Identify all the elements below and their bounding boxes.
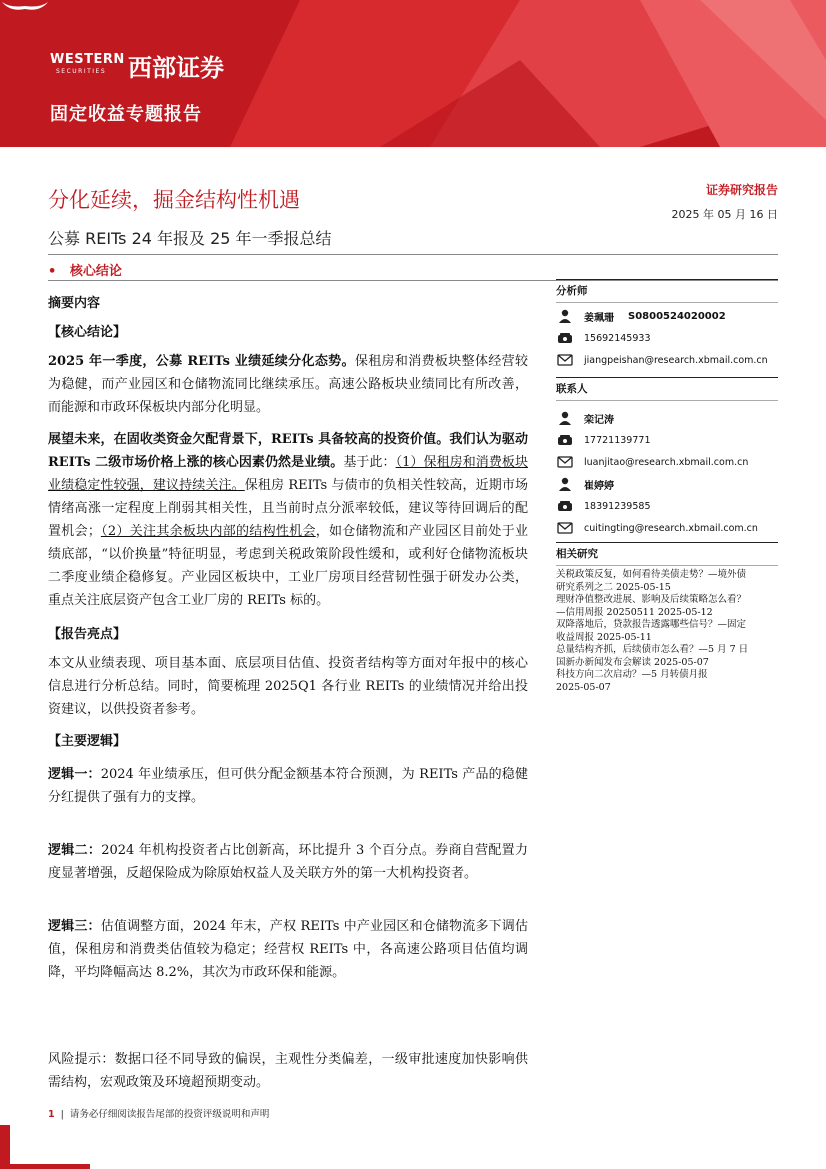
contact-heading: 联系人 (556, 377, 778, 401)
corner-decoration (0, 1125, 10, 1169)
footer-separator: | (60, 1109, 70, 1120)
research-item-line[interactable]: 总量结构齐抓，后续债市怎么看？—5 月 7 日 (556, 644, 749, 655)
person-icon (556, 411, 574, 425)
contact2-name-row: 崔婷婷 (556, 473, 778, 495)
phone-icon (556, 331, 574, 345)
logo-bull-icon (0, 0, 50, 14)
paragraph-outlook: 展望未来，在固收类资金欠配背景下，REITs 具备较高的投资价值。我们认为驱动 REITs 二级市场价格上涨的核心因素仍然是业绩。基于此：（1）保租房和消费板块业绩稳定性较强，建议持续关注。保租房 REITs 与债市的负相关性较高，近期市场情绪高涨一定程度上削弱其相关性，且当前时点分派率较低，建议等待回调后的配置机会；（2）关注其余板块内部的结构性机会，如仓储物流和产业园区目前处于业绩底部，“以价换量”特征明显，考虑到关税政策阶段性缓和，或利好仓储物流板块二季度业绩企稳修复。产业园区板块中，工业厂房项目经营韧性强于研发办公类，重点关注底层资产包含工业厂房的 REITs 标的。 (48, 432, 528, 608)
summary-label: 摘要内容 (48, 296, 101, 311)
analyst-phone-row: 15692145933 (556, 327, 778, 349)
logic-three: 逻辑三：估值调整方面，2024 年末，产权 REITs 中产业园区和仓储物流多下调估值，保租房和消费类估值较为稳定；经营权 REITs 中，各高速公路项目估值均调降，平均降幅高达 8.2%，其次为市政环保和能源。 (48, 919, 528, 980)
research-item-line[interactable]: 关税政策反复，如何看待美债走势？—境外债 (556, 569, 747, 580)
report-title: 分化延续，掘金结构性机遇 (48, 188, 300, 212)
email-icon (556, 521, 574, 535)
contact1-name-row: 栾记涛 (556, 407, 778, 429)
phone-icon (556, 433, 574, 447)
research-item-line[interactable]: 2025-05-07 (556, 681, 611, 693)
divider (48, 254, 778, 255)
research-item-line[interactable]: 科技方向二次启动？—5 月转债月报 (556, 669, 708, 680)
footer-disclaimer: 请务必仔细阅读报告尾部的投资评级说明和声明 (69, 1109, 270, 1120)
report-subtitle: 公募 REITs 24 年报及 25 年一季报总结 (48, 229, 332, 248)
analyst-email-link[interactable]: jiangpeishan@research.xbmail.com.cn (584, 354, 768, 366)
header-banner (0, 0, 826, 147)
analyst-name-row: 姜珮珊 S0800524020002 (556, 305, 778, 327)
contact2-email-link[interactable]: cuitingting@research.xbmail.com.cn (584, 522, 758, 534)
email-icon (556, 455, 574, 469)
section-highlights-label: 【报告亮点】 (48, 627, 127, 642)
related-research-heading: 相关研究 (556, 542, 778, 566)
analyst-heading: 分析师 (556, 279, 778, 303)
paragraph-performance: 2025 年一季度，公募 REITs 业绩延续分化态势。保租房和消费板块整体经营较为稳健，而产业园区和仓储物流同比继续承压。高速公路板块业绩同比有所改善，而能源和市政环保板块内部分化明显。 (48, 354, 528, 415)
person-icon (556, 477, 574, 491)
section-logic-label: 【主要逻辑】 (48, 734, 127, 749)
phone-icon (556, 499, 574, 513)
corner-decoration (0, 1164, 90, 1169)
logo-english-sub: SECURITIES (56, 68, 107, 75)
research-item-line[interactable]: 双降落地后，贷款报告透露哪些信号？—固定 (556, 619, 747, 630)
core-heading: • 核心结论 (48, 264, 122, 279)
logic-one: 逻辑一：2024 年业绩承压，但可供分配金额基本符合预测，为 REITs 产品的稳健分红提供了强有力的支撑。 (48, 767, 528, 805)
contact1-email-link[interactable]: luanjitao@research.xbmail.com.cn (584, 456, 749, 468)
logic-two: 逻辑二：2024 年机构投资者占比创新高，环比提升 3 个百分点。券商自营配置力度显著增强，反超保险成为除原始权益人及关联方外的第一大机构投资者。 (48, 843, 528, 881)
contact1-email-row (556, 451, 778, 473)
research-item-line[interactable]: 收益周报 2025-05-11 (556, 631, 652, 643)
page-footer (48, 1106, 269, 1120)
report-type: 固定收益专题报告 (50, 104, 202, 125)
research-item-line[interactable]: 研究系列之二 2025-05-15 (556, 581, 671, 593)
main-content (48, 290, 528, 984)
research-item-line[interactable]: 理财净值整改进展、影响及后续策略怎么看？ (556, 594, 747, 605)
email-icon (556, 353, 574, 367)
report-tag: 证券研究报告 (705, 183, 778, 197)
analyst-email-row (556, 349, 778, 371)
risk-warning: 风险提示：数据口径不同导致的偏误，主观性分类偏差，一级审批速度加快影响供需结构，宏观政策及环境超预期变动。 (48, 1052, 528, 1090)
contact2-phone-row: 18391239585 (556, 495, 778, 517)
person-icon (556, 309, 574, 323)
page-number: 1 (48, 1109, 55, 1120)
research-item-line[interactable]: —信用周报 20250511 2025-05-12 (556, 606, 713, 618)
paragraph-highlights: 本文从业绩表现、项目基本面、底层项目估值、投资者结构等方面对年报中的核心信息进行分析总结。同时，简要梳理 2025Q1 各行业 REITs 的业绩情况并给出投资建议，以供投资者参考。 (48, 656, 528, 717)
research-item-line[interactable]: 国新办新闻发布会解读 2025-05-07 (556, 656, 709, 668)
contact1-phone-row: 17721139771 (556, 429, 778, 451)
section-core-label: 【核心结论】 (48, 325, 127, 340)
related-research (556, 542, 778, 694)
logo-english: WESTERN (50, 52, 125, 67)
report-date: 2025 年 05 月 16 日 (671, 208, 778, 221)
contact2-email-row (556, 517, 778, 539)
logo-chinese: 西部证券 (128, 54, 224, 82)
related-research-list (556, 566, 778, 694)
sidebar (556, 279, 778, 539)
